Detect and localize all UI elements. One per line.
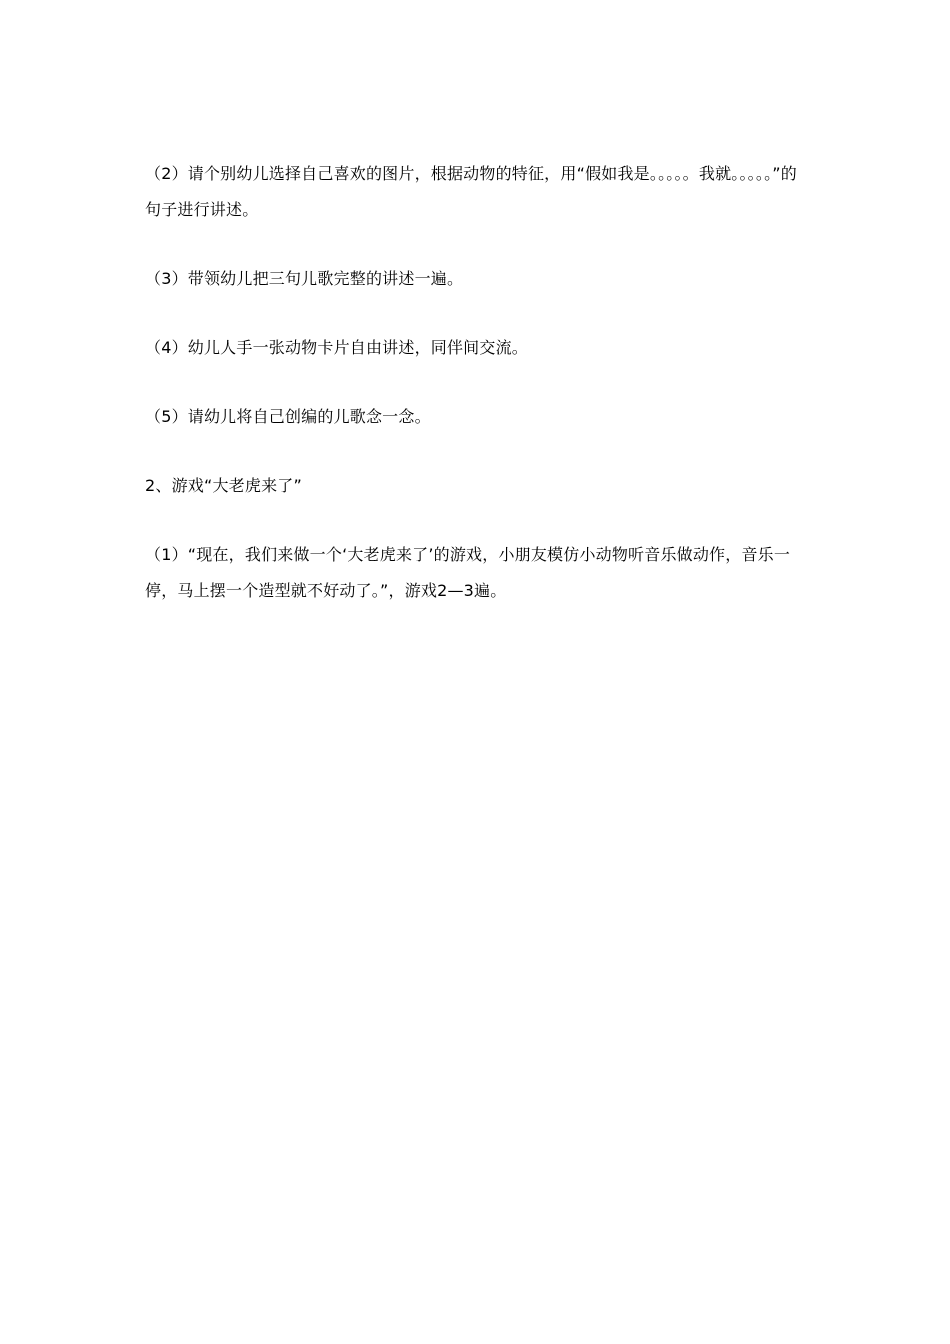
section-heading-game: 2、游戏“大老虎来了” [145,476,302,495]
paragraph-spacer [145,228,810,261]
paragraph-spacer [145,504,810,537]
paragraph-spacer [145,435,810,468]
paragraph-spacer [145,297,810,330]
paragraph-game-step-1: （1）“现在，我们来做一个‘大老虎来了’的游戏，小朋友模仿小动物听音乐做动作，音乐一停，马上摆一个造型就不好动了。”，游戏2—3遍。 [145,545,791,600]
paragraph-spacer [145,366,810,399]
paragraph-step-4: （4）幼儿人手一张动物卡片自由讲述，同伴间交流。 [145,338,528,357]
paragraph-step-2: （2）请个别幼儿选择自己喜欢的图片，根据动物的特征，用“假如我是。。。。。我就。。。。。”的句子进行讲述。 [145,164,797,219]
paragraph-step-5: （5）请幼儿将自己创编的儿歌念一念。 [145,407,431,426]
paragraph-step-3: （3）带领幼儿把三句儿歌完整的讲述一遍。 [145,269,464,288]
document-body [145,156,810,609]
